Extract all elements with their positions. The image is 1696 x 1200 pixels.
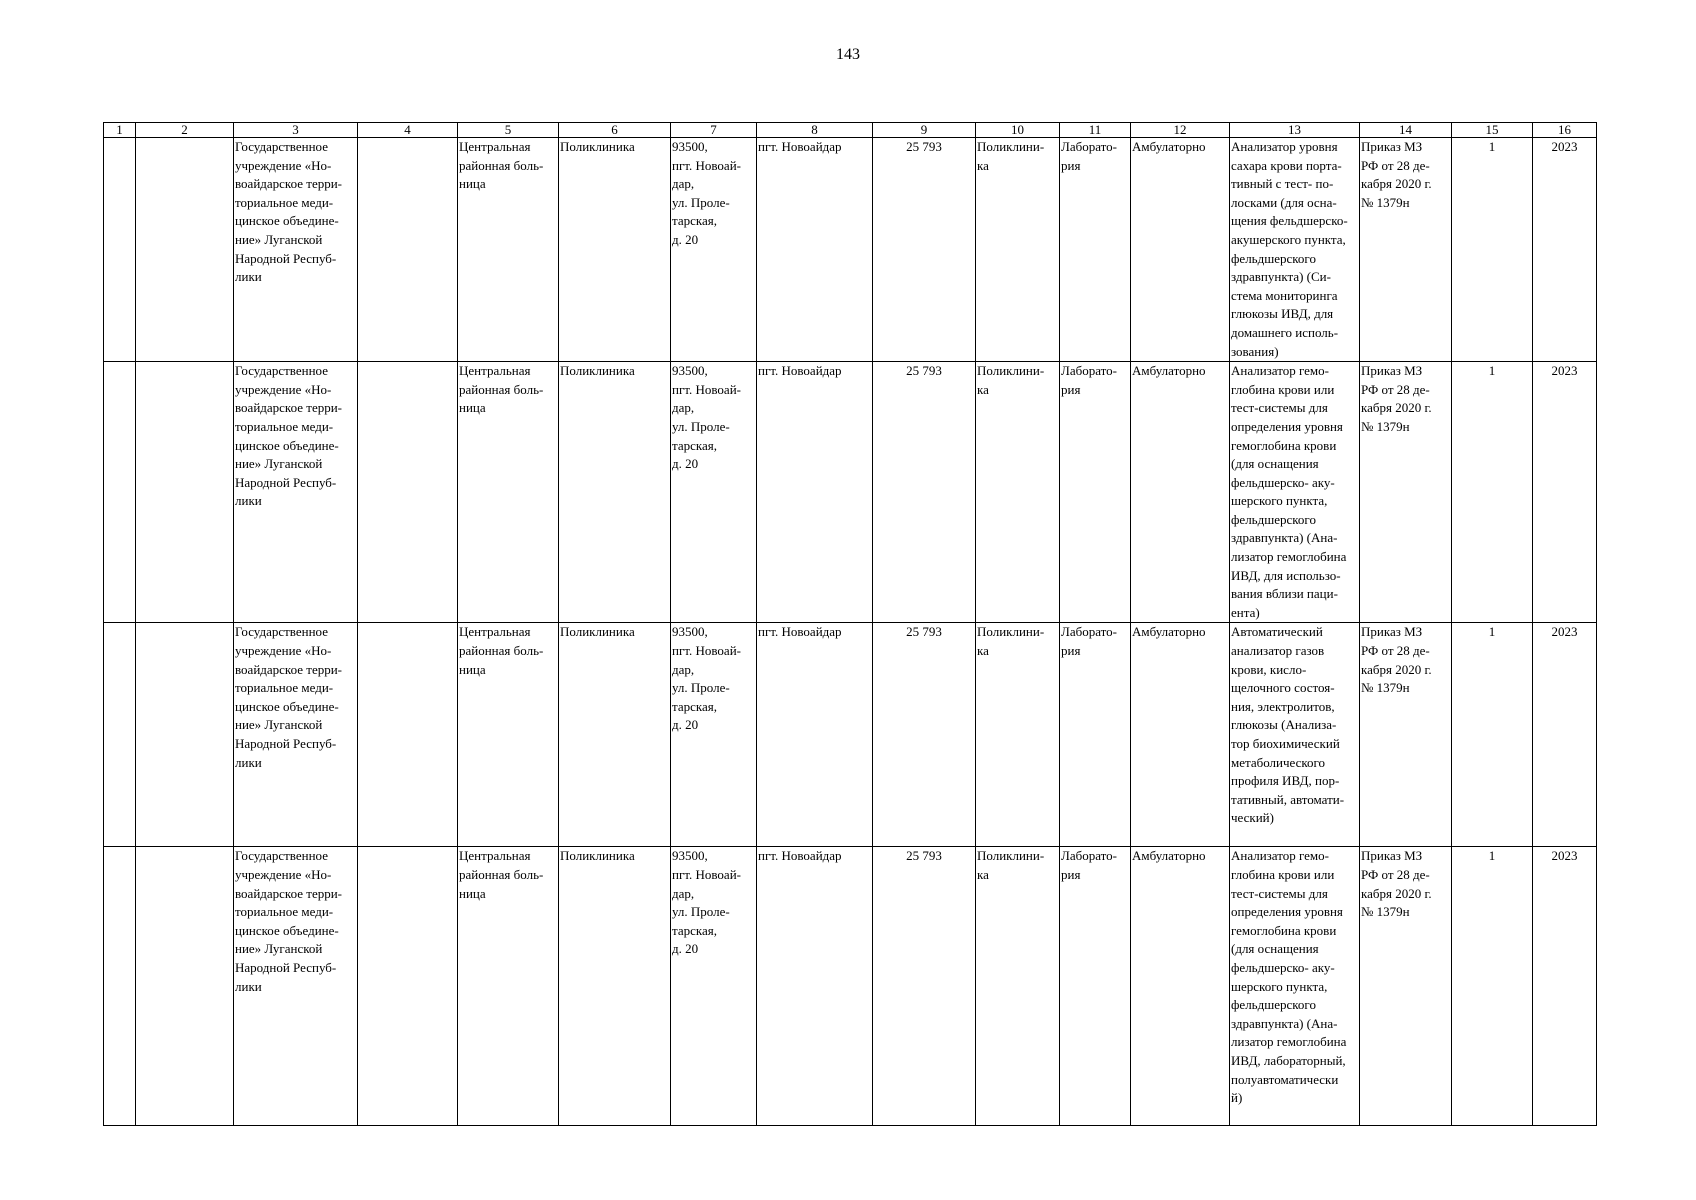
- column-number: 1: [104, 123, 136, 138]
- cell-line: гемоглобина крови: [1231, 922, 1337, 938]
- table-cell-col-3: [234, 362, 358, 623]
- cell-line: (для оснащения: [1231, 941, 1319, 957]
- cell-line: Анализатор гемо-: [1231, 363, 1329, 379]
- cell-line: воайдарское терри-: [235, 400, 343, 416]
- cell-line: шерского пункта,: [1231, 978, 1328, 994]
- cell-line: д. 20: [672, 941, 699, 957]
- table-cell-col-4: [358, 623, 458, 847]
- column-number: 11: [1060, 123, 1131, 138]
- cell-line: Автоматический: [1231, 624, 1323, 640]
- cell-line: ница: [459, 885, 486, 901]
- cell-line: пгт. Новоай-: [672, 643, 741, 659]
- cell-line: ториальное меди-: [235, 680, 334, 696]
- cell-line: ента): [1231, 604, 1260, 620]
- cell-line: ториальное меди-: [235, 194, 334, 210]
- cell-line: № 1379н: [1361, 680, 1410, 696]
- cell-line: д. 20: [672, 717, 699, 733]
- cell-line: 93500,: [672, 624, 708, 640]
- cell-line: глобина крови или: [1231, 381, 1335, 397]
- cell-line: Лаборато-: [1061, 363, 1117, 379]
- cell-line: глюкозы (Анализа-: [1231, 717, 1337, 733]
- column-number-row: [104, 123, 1597, 138]
- cell-line: Анализатор гемо-: [1231, 848, 1329, 864]
- cell-line: пгт. Новоай-: [672, 381, 741, 397]
- cell-line: тест-системы для: [1231, 885, 1328, 901]
- table-cell-col-15: 1: [1452, 138, 1533, 362]
- table-cell-col-8: пгт. Новоайдар: [757, 623, 873, 847]
- cell-line: № 1379н: [1361, 418, 1410, 434]
- table-cell-col-2: [136, 138, 234, 362]
- cell-line: глюкозы ИВД, для: [1231, 306, 1334, 322]
- cell-line: лики: [235, 978, 262, 994]
- cell-line: акушерского пункта,: [1231, 231, 1346, 247]
- cell-line: лизатор гемоглобина: [1231, 1034, 1347, 1050]
- cell-line: рия: [1061, 867, 1081, 883]
- table-cell-col-14: [1360, 623, 1452, 847]
- table-cell-col-10: [976, 138, 1060, 362]
- cell-line: профиля ИВД, пор-: [1231, 773, 1340, 789]
- cell-line: ул. Проле-: [672, 194, 730, 210]
- cell-line: ние» Луганской: [235, 456, 323, 472]
- cell-line: рия: [1061, 381, 1081, 397]
- table-cell-col-7: [671, 847, 757, 1126]
- table-cell-col-11: [1060, 847, 1131, 1126]
- column-number: 16: [1533, 123, 1597, 138]
- cell-line: РФ от 28 де-: [1361, 381, 1430, 397]
- cell-line: цинское объедине-: [235, 922, 339, 938]
- table-cell-col-8: пгт. Новоайдар: [757, 138, 873, 362]
- cell-line: полуавтоматически: [1231, 1071, 1339, 1087]
- column-number: 5: [458, 123, 559, 138]
- cell-line: ка: [977, 867, 989, 883]
- cell-line: Народной Респуб-: [235, 960, 337, 975]
- table-cell-col-1: [104, 362, 136, 623]
- table-cell-col-4: [358, 362, 458, 623]
- cell-line: тарская,: [672, 437, 717, 453]
- cell-line: фельдшерского: [1231, 511, 1316, 527]
- column-number: 13: [1230, 123, 1360, 138]
- table-cell-col-6: Поликлиника: [559, 362, 671, 623]
- cell-line: тор биохимический: [1231, 736, 1340, 751]
- table-cell-col-15: 1: [1452, 623, 1533, 847]
- table-cell-col-8: пгт. Новоайдар: [757, 362, 873, 623]
- cell-line: определения уровня: [1231, 418, 1343, 434]
- cell-line: фельдшерско- аку-: [1231, 474, 1335, 490]
- cell-line: кабря 2020 г.: [1361, 661, 1432, 677]
- cell-line: Приказ МЗ: [1361, 363, 1423, 379]
- table-row: [104, 362, 1597, 623]
- column-number: 15: [1452, 123, 1533, 138]
- table-cell-col-16: 2023: [1533, 138, 1597, 362]
- table-cell-col-14: [1360, 847, 1452, 1126]
- table-cell-col-15: 1: [1452, 362, 1533, 623]
- table-cell-col-11: [1060, 623, 1131, 847]
- table-cell-col-2: [136, 847, 234, 1126]
- table-cell-col-6: Поликлиника: [559, 138, 671, 362]
- cell-line: Государственное: [235, 624, 328, 640]
- cell-line: крови, кисло-: [1231, 661, 1307, 677]
- table-cell-col-10: [976, 623, 1060, 847]
- cell-line: определения уровня: [1231, 904, 1343, 920]
- table-cell-col-5: [458, 623, 559, 847]
- cell-line: тарская,: [672, 698, 717, 714]
- cell-line: воайдарское терри-: [235, 661, 343, 677]
- table-cell-col-6: Поликлиника: [559, 623, 671, 847]
- cell-line: фельдшерского: [1231, 997, 1316, 1013]
- cell-line: ница: [459, 176, 486, 192]
- cell-line: тест-системы для: [1231, 400, 1328, 416]
- column-number: 4: [358, 123, 458, 138]
- table-cell-col-9: 25 793: [873, 138, 976, 362]
- cell-line: здравпункта) (Си-: [1231, 269, 1331, 285]
- cell-line: РФ от 28 де-: [1361, 643, 1430, 659]
- cell-line: ториальное меди-: [235, 418, 334, 434]
- cell-line: Приказ МЗ: [1361, 624, 1423, 640]
- cell-line: щения фельдшерско-: [1231, 213, 1348, 229]
- table-cell-col-9: 25 793: [873, 847, 976, 1126]
- cell-line: дар,: [672, 400, 695, 416]
- table-cell-col-10: [976, 847, 1060, 1126]
- table-cell-col-9: 25 793: [873, 623, 976, 847]
- cell-line: Приказ МЗ: [1361, 848, 1423, 864]
- cell-line: районная боль-: [459, 381, 544, 397]
- cell-line: учреждение «Но-: [235, 381, 332, 397]
- cell-line: учреждение «Но-: [235, 867, 332, 883]
- cell-line: лосками (для осна-: [1231, 194, 1337, 210]
- cell-line: Лаборато-: [1061, 139, 1117, 154]
- cell-line: рия: [1061, 643, 1081, 659]
- cell-line: Центральная: [459, 624, 531, 640]
- cell-line: (для оснащения: [1231, 456, 1319, 472]
- table-cell-col-4: [358, 847, 458, 1126]
- cell-line: лики: [235, 493, 262, 509]
- cell-line: анализатор газов: [1231, 643, 1325, 659]
- cell-line: цинское объедине-: [235, 437, 339, 453]
- cell-line: ние» Луганской: [235, 231, 323, 247]
- page-number: 143: [836, 46, 860, 63]
- table-cell-col-16: 2023: [1533, 847, 1597, 1126]
- cell-line: Лаборато-: [1061, 624, 1117, 640]
- table-row: [104, 623, 1597, 847]
- cell-line: районная боль-: [459, 867, 544, 883]
- table-cell-col-5: [458, 362, 559, 623]
- cell-line: № 1379н: [1361, 904, 1410, 920]
- table-cell-col-13: [1230, 623, 1360, 847]
- cell-line: цинское объедине-: [235, 698, 339, 714]
- cell-line: Центральная: [459, 139, 531, 154]
- cell-line: РФ от 28 де-: [1361, 157, 1430, 173]
- cell-line: Народной Респуб-: [235, 736, 337, 751]
- table-cell-col-13: [1230, 847, 1360, 1126]
- table-cell-col-2: [136, 362, 234, 623]
- cell-line: сахара крови порта-: [1231, 157, 1342, 173]
- table-cell-col-5: [458, 847, 559, 1126]
- cell-line: пгт. Новоай-: [672, 157, 741, 173]
- cell-line: Государственное: [235, 363, 328, 379]
- table-cell-col-8: пгт. Новоайдар: [757, 847, 873, 1126]
- cell-line: ка: [977, 381, 989, 397]
- cell-line: шерского пункта,: [1231, 493, 1328, 509]
- table-cell-col-7: [671, 623, 757, 847]
- table-cell-col-3: [234, 847, 358, 1126]
- cell-line: тарская,: [672, 213, 717, 229]
- cell-line: Приказ МЗ: [1361, 139, 1423, 154]
- table-row: [104, 138, 1597, 362]
- cell-line: Центральная: [459, 848, 531, 864]
- cell-line: ка: [977, 157, 989, 173]
- table-cell-col-14: [1360, 138, 1452, 362]
- cell-line: стема мониторинга: [1231, 287, 1338, 303]
- table-cell-col-1: [104, 138, 136, 362]
- cell-line: 93500,: [672, 363, 708, 379]
- cell-line: ториальное меди-: [235, 904, 334, 920]
- column-number: 8: [757, 123, 873, 138]
- cell-line: ния, электролитов,: [1231, 698, 1335, 714]
- cell-line: ИВД, лабораторный,: [1231, 1052, 1346, 1068]
- cell-line: Лаборато-: [1061, 848, 1117, 864]
- cell-line: здравпункта) (Ана-: [1231, 1015, 1338, 1031]
- cell-line: лики: [235, 269, 262, 285]
- cell-line: Анализатор уровня: [1231, 139, 1338, 154]
- cell-line: кабря 2020 г.: [1361, 400, 1432, 416]
- cell-line: здравпункта) (Ана-: [1231, 530, 1338, 546]
- table-cell-col-9: 25 793: [873, 362, 976, 623]
- cell-line: лизатор гемоглобина: [1231, 549, 1347, 565]
- table-cell-col-12: Амбулаторно: [1131, 847, 1230, 1126]
- cell-line: воайдарское терри-: [235, 176, 343, 192]
- table-cell-col-11: [1060, 362, 1131, 623]
- table-body: [104, 138, 1597, 1126]
- cell-line: ние» Луганской: [235, 717, 323, 733]
- column-number: 10: [976, 123, 1060, 138]
- cell-line: й): [1231, 1090, 1243, 1106]
- table-cell-col-7: [671, 362, 757, 623]
- cell-line: 93500,: [672, 139, 708, 154]
- cell-line: № 1379н: [1361, 194, 1410, 210]
- cell-line: Поликлини-: [977, 363, 1045, 379]
- table-cell-col-16: 2023: [1533, 623, 1597, 847]
- cell-line: щелочного состоя-: [1231, 680, 1335, 696]
- cell-line: Поликлини-: [977, 624, 1045, 640]
- cell-line: Народной Респуб-: [235, 474, 337, 490]
- cell-line: дар,: [672, 176, 695, 192]
- table-cell-col-16: 2023: [1533, 362, 1597, 623]
- table-cell-col-5: [458, 138, 559, 362]
- cell-line: Поликлини-: [977, 139, 1045, 154]
- cell-line: Государственное: [235, 848, 328, 864]
- cell-line: 93500,: [672, 848, 708, 864]
- cell-line: дар,: [672, 885, 695, 901]
- table-cell-col-12: Амбулаторно: [1131, 362, 1230, 623]
- cell-line: фельдшерского: [1231, 250, 1316, 266]
- table-cell-col-1: [104, 623, 136, 847]
- cell-line: тативный, автомати-: [1231, 791, 1345, 807]
- table-cell-col-1: [104, 847, 136, 1126]
- table-cell-col-12: Амбулаторно: [1131, 623, 1230, 847]
- table-cell-col-13: [1230, 138, 1360, 362]
- cell-line: дар,: [672, 661, 695, 677]
- cell-line: ул. Проле-: [672, 418, 730, 434]
- cell-line: ческий): [1231, 810, 1274, 826]
- cell-line: ИВД, для использо-: [1231, 567, 1341, 583]
- table-row: [104, 847, 1597, 1126]
- cell-line: домашнего исполь-: [1231, 324, 1339, 340]
- column-number: 9: [873, 123, 976, 138]
- cell-line: РФ от 28 де-: [1361, 867, 1430, 883]
- table-cell-col-7: [671, 138, 757, 362]
- table-cell-col-14: [1360, 362, 1452, 623]
- table-cell-col-10: [976, 362, 1060, 623]
- cell-line: районная боль-: [459, 157, 544, 173]
- cell-line: ул. Проле-: [672, 904, 730, 920]
- cell-line: Государственное: [235, 139, 328, 154]
- cell-line: вания вблизи паци-: [1231, 586, 1338, 602]
- column-number: 6: [559, 123, 671, 138]
- cell-line: кабря 2020 г.: [1361, 176, 1432, 192]
- cell-line: рия: [1061, 157, 1081, 173]
- column-number: 2: [136, 123, 234, 138]
- cell-line: гемоглобина крови: [1231, 437, 1337, 453]
- column-number: 7: [671, 123, 757, 138]
- cell-line: кабря 2020 г.: [1361, 885, 1432, 901]
- cell-line: Народной Респуб-: [235, 250, 337, 266]
- cell-line: ница: [459, 400, 486, 416]
- table-cell-col-13: [1230, 362, 1360, 623]
- cell-line: глобина крови или: [1231, 867, 1335, 883]
- table-cell-col-3: [234, 623, 358, 847]
- cell-line: ул. Проле-: [672, 680, 730, 696]
- table-cell-col-12: Амбулаторно: [1131, 138, 1230, 362]
- table-cell-col-15: 1: [1452, 847, 1533, 1126]
- table-cell-col-3: [234, 138, 358, 362]
- cell-line: пгт. Новоай-: [672, 867, 741, 883]
- cell-line: тарская,: [672, 922, 717, 938]
- cell-line: д. 20: [672, 231, 699, 247]
- table-cell-col-4: [358, 138, 458, 362]
- column-number: 12: [1131, 123, 1230, 138]
- cell-line: ка: [977, 643, 989, 659]
- cell-line: учреждение «Но-: [235, 643, 332, 659]
- column-number: 3: [234, 123, 358, 138]
- cell-line: воайдарское терри-: [235, 885, 343, 901]
- cell-line: тивный с тест- по-: [1231, 176, 1334, 192]
- cell-line: цинское объедине-: [235, 213, 339, 229]
- cell-line: Центральная: [459, 363, 531, 379]
- cell-line: метаболического: [1231, 754, 1326, 770]
- cell-line: Поликлини-: [977, 848, 1045, 864]
- equipment-table: [103, 122, 1597, 1126]
- column-number: 14: [1360, 123, 1452, 138]
- table-cell-col-2: [136, 623, 234, 847]
- table-cell-col-6: Поликлиника: [559, 847, 671, 1126]
- cell-line: фельдшерско- аку-: [1231, 960, 1335, 975]
- cell-line: ние» Луганской: [235, 941, 323, 957]
- cell-line: учреждение «Но-: [235, 157, 332, 173]
- cell-line: районная боль-: [459, 643, 544, 659]
- cell-line: лики: [235, 754, 262, 770]
- cell-line: зования): [1231, 343, 1279, 359]
- cell-line: ница: [459, 661, 486, 677]
- table-cell-col-11: [1060, 138, 1131, 362]
- cell-line: д. 20: [672, 456, 699, 472]
